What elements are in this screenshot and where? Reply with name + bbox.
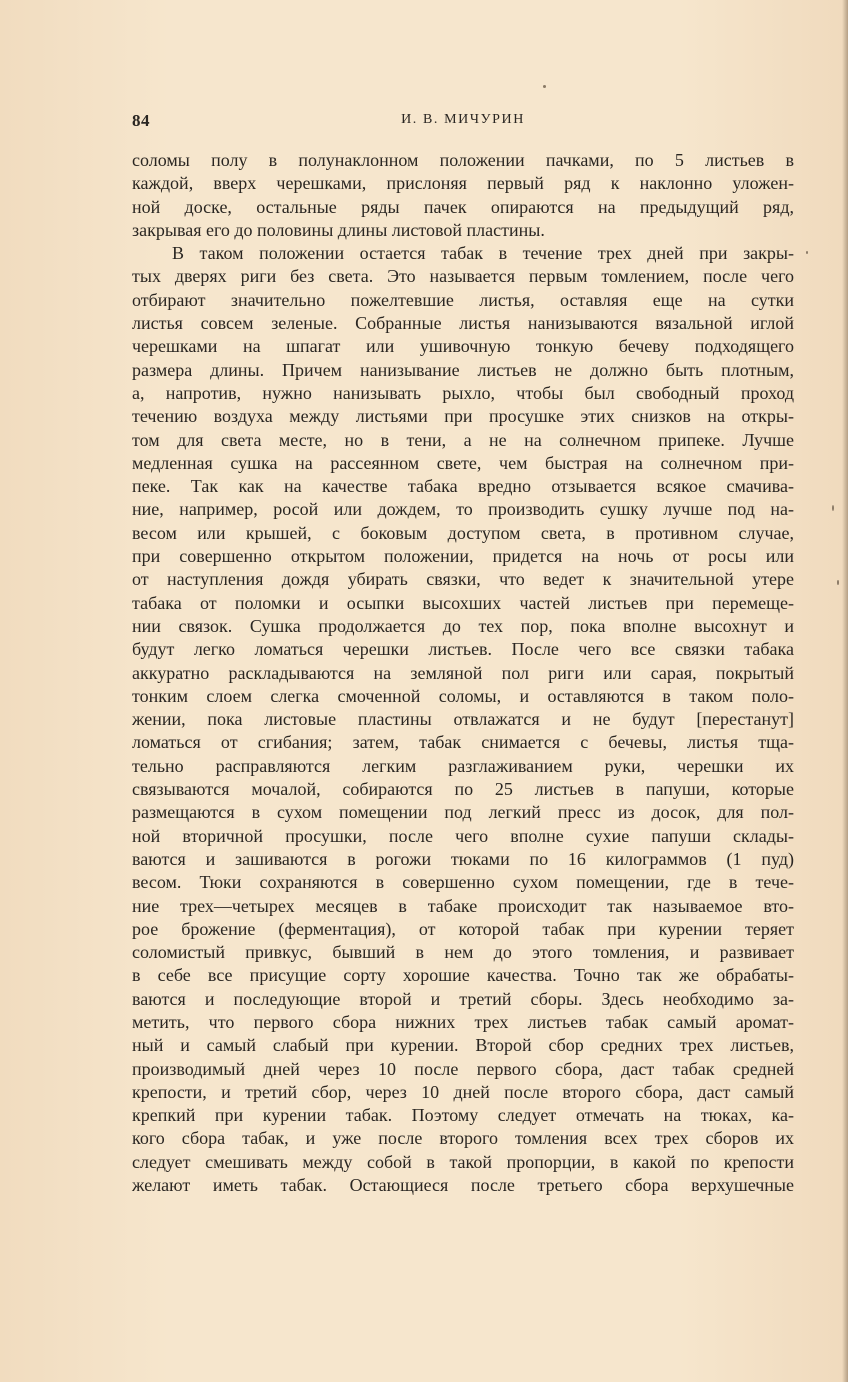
text-line: при совершенно открытом положении, придется на ночь от росы или [132,546,794,567]
text-line: метить, что первого сбора нижних трех листьев табак самый аромат- [132,1011,794,1032]
text-line: течению воздуха между листьями при просушке этих снизков на откры- [132,406,794,427]
text-line: отбирают значительно пожелтевшие листья, оставляя еще на сутки [132,289,794,310]
text-line: крепкий при курении табак. Поэтому следует отмечать на тюках, ка- [132,1105,794,1126]
text-line: черешками на шпагат или ушивочную тонкую бечеву подходящего [132,336,794,357]
text-line: производимый дней через 10 после первого сбора, даст табак средней [132,1058,794,1079]
text-line: весом. Тюки сохраняются в совершенно сухом помещении, где в тече- [132,872,794,893]
paper-speck [543,85,546,88]
text-line: желают иметь табак. Остающиеся после третьего сбора верхушечные [132,1175,794,1196]
text-line: каждой, вверх черешками, прислоняя первый ряд к наклонно уложен- [132,173,794,194]
text-line: нии связок. Сушка продолжается до тех пор, пока вполне высохнут и [132,615,794,636]
text-line: ваются и зашиваются в рогожи тюками по 16 килограммов (1 пуд) [132,848,794,869]
text-line: ваются и последующие второй и третий сборы. Здесь необходимо за- [132,988,794,1009]
text-line: будут легко ломаться черешки листьев. После чего все связки табака [132,639,794,660]
text-line: следует смешивать между собой в такой пропорции, в какой по крепости [132,1151,794,1172]
running-head: И. В. МИЧУРИН [401,112,525,127]
text-line: тых дверях риги без света. Это называется первым томлением, после чего [132,266,794,287]
text-line: аккуратно раскладываются на земляной пол риги или сарая, покрытый [132,662,794,683]
text-line: весом или крышей, с боковым доступом света, в противном случае, [132,522,794,543]
page-number: 84 [132,111,150,130]
text-line: крепости, и третий сбор, через 10 дней после второго сбора, даст самый [132,1081,794,1102]
page-edge-shadow [842,0,848,1382]
text-line: табака от поломки и осыпки высохших частей листьев при перемеще- [132,592,794,613]
text-line: ный и самый слабый при курении. Второй сбор средних трех листьев, [132,1035,794,1056]
text-line: закрывая его до половины длины листовой пластины. [132,219,545,240]
text-line: соломы полу в полунаклонном положении пачками, по 5 листьев в [132,150,794,170]
text-line: ние трех—четырех месяцев в табаке происходит так называемое вто- [132,895,794,916]
text-line: рое брожение (ферментация), от которой табак при курении теряет [132,918,794,939]
text-line: жении, пока листовые пластины отвлажатся и не будут [перестанут] [132,709,794,730]
paper-speck [837,580,839,585]
text-line: в себе все присущие сорту хорошие качества. Точно так же обрабаты- [132,965,794,986]
text-line: связываются мочалой, собираются по 25 листьев в папуши, которые [132,779,794,800]
text-line: том для света месте, но в тени, а не на солнечном припеке. Лучше [132,429,794,450]
body-text [132,149,794,1197]
text-line: размещаются в сухом помещении под легкий пресс из досок, для пол- [132,802,794,823]
text-line: ной вторичной просушки, после чего вполне сухие папуши склады- [132,825,794,846]
text-line: В таком положении остается табак в течение трех дней при закры- [172,243,794,264]
paper-speck [832,505,834,511]
text-line: пеке. Так как на качестве табака вредно отзывается всякое смачива- [132,476,794,497]
text-line: листья совсем зеленые. Собранные листья нанизываются вязальной иглой [132,313,794,334]
text-line: от наступления дождя убирать связки, что ведет к значительной утере [132,569,794,590]
paper-speck [806,251,808,254]
text-line: ной доске, остальные ряды пачек опираются на предыдущий ряд, [132,196,794,217]
text-line: тонким слоем слегка смоченной соломы, и оставляются в таком поло- [132,685,794,706]
page-header [132,111,794,135]
text-line: соломистый привкус, бывший в нем до этого томления, и развивает [132,942,794,963]
text-line: ломаться от сгибания; затем, табак снимается с бечевы, листья тща- [132,732,794,753]
text-line: тельно расправляются легким разглаживанием руки, черешки их [132,755,794,776]
text-line: размера длины. Причем нанизывание листьев не должно быть плотным, [132,359,794,380]
text-line: кого сбора табак, и уже после второго томления всех трех сборов их [132,1128,794,1149]
text-line: медленная сушка на рассеянном свете, чем быстрая на солнечном при- [132,452,794,473]
text-line: а, напротив, нужно нанизывать рыхло, чтобы был свободный проход [132,382,794,403]
text-line: ние, например, росой или дождем, то производить сушку лучше под на- [132,499,794,520]
